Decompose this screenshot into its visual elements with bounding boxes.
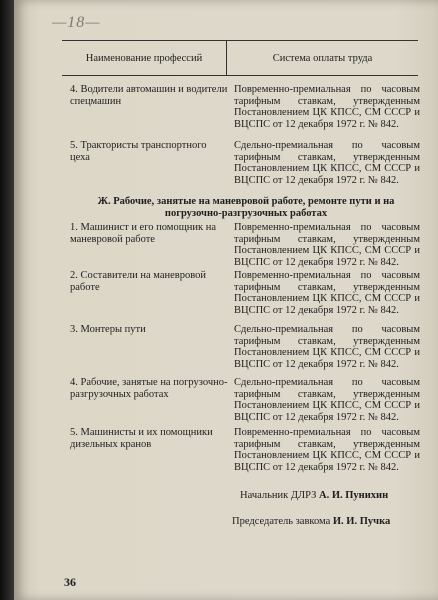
table-row xyxy=(70,324,420,370)
table-header xyxy=(62,40,418,76)
book-spine xyxy=(0,0,14,600)
margin-handwritten-mark: —18— xyxy=(52,14,101,31)
table-row xyxy=(70,140,420,186)
signature-name: И. И. Пучка xyxy=(332,516,391,527)
payment-cell: Сдельно-премиальная по часовым тарифным ставкам, утвержденным Постановлением ЦК КПСС, СМ СССР и ВЦСПС от 12 декабря 1972 г. № 842. xyxy=(234,140,420,186)
profession-cell: 5. Трактористы транспортного цеха xyxy=(70,140,207,163)
header-payment-system: Система оплаты труда xyxy=(272,52,373,64)
profession-cell: 2. Составители на маневровой работе xyxy=(70,270,206,293)
profession-cell: 5. Машинисты и их помощники дизельных кранов xyxy=(70,427,213,450)
signature-name: А. И. Пунихин xyxy=(319,490,389,501)
signature-role: Начальник ДЛРЗ xyxy=(240,490,319,501)
signature-line xyxy=(232,516,390,527)
table-row xyxy=(70,270,420,316)
payment-cell: Повременно-премиальная по часовым тарифным ставкам, утвержденным Постановлением ЦК КПСС, СМ СССР и ВЦСПС от 12 декабря 1972 г. № 842. xyxy=(234,84,420,130)
signature-line xyxy=(240,490,388,501)
payment-cell: Сдельно-премиальная по часовым тарифным ставкам, утвержденным Постановлением ЦК КПСС, СМ СССР и ВЦСПС от 12 декабря 1972 г. № 842. xyxy=(234,324,420,370)
payment-cell: Повременно-премиальная по часовым тарифным ставкам, утвержденным Постановлением ЦК КПСС, СМ СССР и ВЦСПС от 12 декабря 1972 г. № 842. xyxy=(234,222,420,268)
section-title: Ж. Рабочие, занятые на маневровой работе, ремонте пути и на погрузочно-разгрузочных работах xyxy=(97,196,395,219)
table-row xyxy=(70,427,420,473)
table-row xyxy=(70,377,420,423)
profession-cell: 1. Машинист и его помощник на маневровой работе xyxy=(70,222,217,245)
payment-cell: Повременно-премиальная по часовым тарифным ставкам, утвержденным Постановлением ЦК КПСС, СМ СССР и ВЦСПС от 12 декабря 1972 г. № 842. xyxy=(234,427,420,473)
profession-cell: 3. Монтеры пути xyxy=(70,324,146,335)
page-number: 36 xyxy=(64,575,76,589)
payment-cell: Повременно-премиальная по часовым тарифным ставкам, утвержденным Постановлением ЦК КПСС, СМ СССР и ВЦСПС от 12 декабря 1972 г. № 842. xyxy=(234,270,420,316)
signature-role: Председатель завкома xyxy=(232,516,333,527)
header-professions: Наименование профессий xyxy=(62,41,227,75)
profession-cell: 4. Водители автомашин и водители спецмашин xyxy=(70,84,228,107)
payment-cell: Сдельно-премиальная по часовым тарифным ставкам, утвержденным Постановлением ЦК КПСС, СМ СССР и ВЦСПС от 12 декабря 1972 г. № 842. xyxy=(234,377,420,423)
table-row xyxy=(70,222,420,268)
table-row xyxy=(70,84,420,130)
profession-cell: 4. Рабочие, занятые на погрузочно-разгрузочных работах xyxy=(70,377,228,400)
